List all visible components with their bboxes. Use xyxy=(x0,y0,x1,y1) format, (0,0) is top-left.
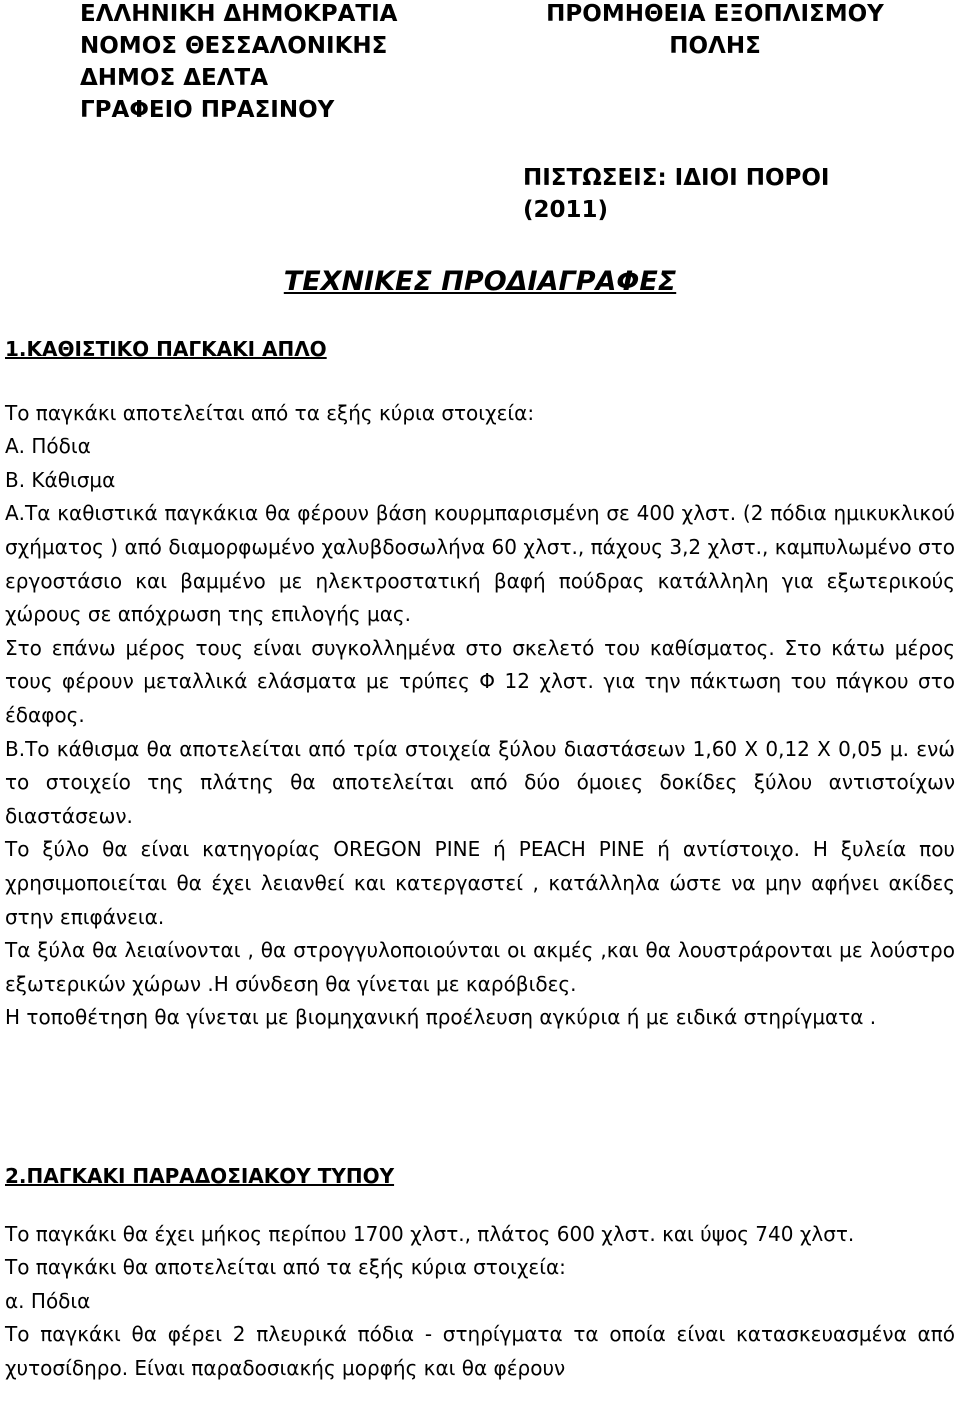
issuer-line: ΝΟΜΟΣ ΘΕΣΣΑΛΟΝΙΚΗΣ xyxy=(80,33,388,59)
paragraph: Α.Τα καθιστικά παγκάκια θα φέρουν βάση κουρμπαρισμένη σε 400 χλστ. (2 πόδια ημικυκλικού σχήματος ) από διαμορφωμένο χαλυβδοσωλήνα 60 χλστ., πάχους 3,2 χλστ., καμπυλωμένο στο εργοστάσιο και βαμμένο με ηλεκτροστατική βαφή πούδρας κατάλληλη για εξωτερικούς χώρους σε απόχρωση της επιλογής μας. xyxy=(5,501,955,627)
list-item: α. Πόδια xyxy=(5,1288,91,1313)
section-heading: 2.ΠΑΓΚΑΚΙ ΠΑΡΑΔΟΣΙΑΚΟΥ ΤΥΠΟΥ xyxy=(5,1164,395,1188)
section-heading: 1.ΚΑΘΙΣΤΙΚΟ ΠΑΓΚΑΚΙ ΑΠΛΟ xyxy=(5,337,327,361)
paragraph: Τα ξύλα θα λειαίνονται , θα στρογγυλοποιούνται οι ακμές ,και θα λουστράρονται με λούστρο εξωτερικών χώρων .Η σύνδεση θα γίνεται με καρόβιδες. xyxy=(5,938,955,996)
project-line: ΠΡΟΜΗΘΕΙΑ ΕΞΟΠΛΙΣΜΟΥ xyxy=(546,1,884,27)
list-item: Β. Κάθισμα xyxy=(5,467,116,492)
section-2 xyxy=(5,1160,955,1386)
section-1 xyxy=(5,333,955,1035)
paragraph: Στο επάνω μέρος τους είναι συγκολλημένα στο σκελετό του καθίσματος. Στο κάτω μέρος τους φέρουν μεταλλικά ελάσματα με τρύπες Φ 12 χλστ. για την πάκτωση του πάγκου στο έδαφος. xyxy=(5,635,955,727)
paragraph: Η τοποθέτηση θα γίνεται με βιομηχανική προέλευση αγκύρια ή με ειδικά στηρίγματα . xyxy=(5,1005,877,1030)
issuer-line: ΔΗΜΟΣ ΔΕΛΤΑ xyxy=(80,65,269,91)
intro-line: Το παγκάκι αποτελείται από τα εξής κύρια στοιχεία: xyxy=(5,400,535,425)
project-line: ΠΟΛΗΣ xyxy=(669,33,761,59)
funding-year: (2011) xyxy=(523,197,609,223)
paragraph: Το παγκάκι θα έχει μήκος περίπου 1700 χλστ., πλάτος 600 χλστ. και ύψος 740 χλστ. xyxy=(5,1221,855,1246)
paragraph: Το ξύλο θα είναι κατηγορίας OREGON PINE ή PEACH PINE ή αντίστοιχο. Η ξυλεία που χρησιμοποιείται θα έχει λειανθεί και κατεργαστεί , κατάλληλα ώστε να μην αφήνει ακίδες στην επιφάνεια. xyxy=(5,837,955,929)
issuer-block xyxy=(80,0,500,126)
issuer-line: ΕΛΛΗΝΙΚΗ ΔΗΜΟΚΡΑΤΙΑ xyxy=(80,1,398,27)
issuer-line: ΓΡΑΦΕΙΟ ΠΡΑΣΙΝΟΥ xyxy=(80,97,335,123)
project-block xyxy=(520,0,910,62)
paragraph: Β.Το κάθισμα θα αποτελείται από τρία στοιχεία ξύλου διαστάσεων 1,60 Χ 0,12 Χ 0,05 μ. ενώ το στοιχείο της πλάτης θα αποτελείται από δύο όμοιες δοκίδες ξύλου αντιστοίχων διαστάσεων. xyxy=(5,736,955,828)
list-item: Α. Πόδια xyxy=(5,434,91,459)
intro-line: Το παγκάκι θα αποτελείται από τα εξής κύρια στοιχεία: xyxy=(5,1255,566,1280)
document-title: ΤΕΧΝΙΚΕΣ ΠΡΟΔΙΑΓΡΑΦΕΣ xyxy=(283,266,677,297)
funding-block xyxy=(523,162,943,226)
paragraph: Το παγκάκι θα φέρει 2 πλευρικά πόδια - στηρίγματα τα οποία είναι κατασκευασμένα από χυτοσίδηρο. Είναι παραδοσιακής μορφής και θα φέρουν xyxy=(5,1322,955,1380)
funding-line: ΠΙΣΤΩΣΕΙΣ: ΙΔΙΟΙ ΠΟΡΟΙ xyxy=(523,165,830,191)
